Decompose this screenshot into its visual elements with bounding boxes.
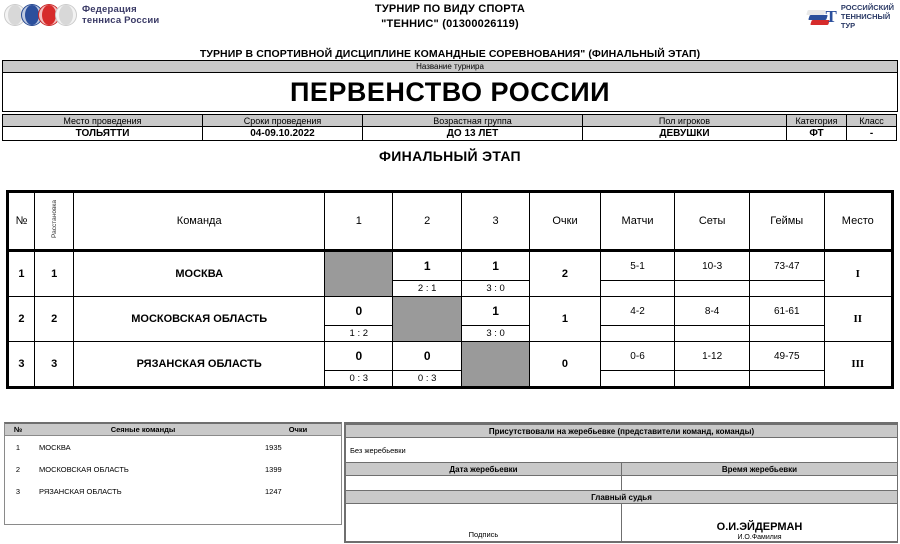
row-sets — [675, 251, 750, 297]
row-matches — [600, 251, 675, 297]
row-team: МОСКОВСКАЯ ОБЛАСТЬ — [74, 297, 325, 342]
signature-cell[interactable] — [346, 504, 622, 542]
results-header-opponent-3: 3 — [461, 192, 529, 251]
tournament-info-table — [2, 114, 897, 141]
sport-title-line-1: ТУРНИР ПО ВИДУ СПОРТА — [374, 3, 526, 15]
judge-name-label: И.О.Фамилия — [737, 534, 782, 541]
discipline-subtitle: ТУРНИР В СПОРТИВНОЙ ДИСЦИПЛИНЕ КОМАНДНЫЕ СОРЕВНОВАНИЯ" (ФИНАЛЬНЫЙ ЭТАП) — [199, 48, 701, 60]
row-seed: 2 — [34, 297, 73, 342]
row-matches — [600, 342, 675, 388]
info-value-dates: 04-09.10.2022 — [203, 127, 363, 141]
results-header-sets: Сеты — [675, 192, 750, 251]
rtt-line-3: ТУР — [840, 21, 856, 30]
score-detail: 3 : 0 — [486, 283, 505, 294]
draw-datetime-header-row — [346, 463, 898, 476]
seeded-spacer — [5, 502, 341, 524]
score-detail: 1 : 2 — [349, 328, 369, 339]
score-detail: 2 : 1 — [417, 283, 437, 294]
results-header-place: Место — [824, 192, 892, 251]
row-seed: 3 — [34, 342, 73, 388]
judge-header-row — [346, 491, 898, 504]
seeded-team: МОСКВА — [39, 442, 71, 452]
results-header-no: № — [8, 192, 35, 251]
row-place: I — [824, 251, 892, 297]
row-games — [749, 251, 824, 297]
seeded-teams-panel — [4, 422, 342, 525]
federation-line-1: Федерация — [82, 4, 137, 15]
info-header-venue: Место проведения — [3, 115, 203, 127]
results-header-games: Геймы — [749, 192, 824, 251]
row-matches-value: 4-2 — [601, 297, 675, 326]
results-header-opponent-1: 1 — [325, 192, 393, 251]
row-score-cell — [461, 251, 529, 297]
row-place: II — [824, 297, 892, 342]
attendees-note: Без жеребьевки — [346, 438, 898, 463]
score-result: 1 — [462, 252, 529, 281]
row-self-cell — [325, 251, 393, 297]
results-body — [8, 251, 893, 388]
rtt-letter: Т — [825, 6, 837, 26]
info-header-row — [3, 115, 897, 127]
row-sets — [675, 297, 750, 342]
results-header-seed — [34, 192, 73, 251]
row-score-cell — [325, 297, 393, 342]
row-games — [749, 342, 824, 388]
row-score-cell — [325, 342, 393, 388]
seeded-points: 1247 — [265, 486, 282, 496]
attendees-note-row — [346, 438, 898, 463]
row-matches-value: 0-6 — [601, 342, 675, 371]
federation-name — [82, 4, 159, 26]
score-result: 0 — [325, 297, 392, 326]
row-team: МОСКВА — [74, 251, 325, 297]
rtt-flag-icon — [807, 6, 837, 28]
judge-signature-row — [346, 504, 898, 542]
results-header-seed-label: Расстановка — [50, 200, 58, 239]
row-points: 1 — [530, 297, 600, 342]
seeded-header-points: Очки — [255, 424, 341, 436]
seeded-team: МОСКОВСКАЯ ОБЛАСТЬ — [39, 464, 129, 474]
judge-header: Главный судья — [346, 491, 898, 504]
info-value-category: ФТ — [787, 127, 847, 141]
tennis-balls-icon — [4, 2, 76, 28]
results-header-team: Команда — [74, 192, 325, 251]
row-self-cell — [461, 342, 529, 388]
row-points: 2 — [530, 251, 600, 297]
federation-logo — [4, 2, 159, 28]
row-sets-value: 10-3 — [675, 252, 749, 281]
info-header-category: Категория — [787, 115, 847, 127]
row-score-cell — [393, 342, 461, 388]
document-header — [0, 0, 900, 44]
list-item — [5, 480, 341, 502]
info-value-age-group: ДО 13 ЛЕТ — [363, 127, 583, 141]
table-row — [8, 297, 893, 342]
signature-label: Подпись — [468, 530, 499, 539]
list-item — [5, 458, 341, 480]
info-header-age-group: Возрастная группа — [363, 115, 583, 127]
score-result: 1 — [462, 297, 529, 326]
row-score-cell — [461, 297, 529, 342]
row-self-cell — [393, 297, 461, 342]
stage-title: ФИНАЛЬНЫЙ ЭТАП — [379, 148, 521, 164]
seeded-no: 2 — [15, 464, 21, 474]
row-games-value: 61-61 — [750, 297, 824, 326]
info-header-class: Класс — [847, 115, 897, 127]
info-header-gender: Пол игроков — [583, 115, 787, 127]
info-value-venue: ТОЛЬЯТТИ — [3, 127, 203, 141]
list-item — [5, 436, 341, 459]
results-header-row — [8, 192, 893, 251]
info-value-class: - — [847, 127, 897, 141]
row-points: 0 — [530, 342, 600, 388]
row-games-value: 73-47 — [750, 252, 824, 281]
attendees-header-row — [346, 425, 898, 438]
draw-time-value[interactable] — [622, 476, 898, 491]
info-header-dates: Сроки проведения — [203, 115, 363, 127]
results-header-points: Очки — [530, 192, 600, 251]
sport-title — [250, 2, 650, 32]
seeded-teams-table — [5, 424, 341, 524]
row-games — [749, 297, 824, 342]
sport-title-line-2: "ТЕННИС" (01300026119) — [381, 18, 519, 30]
row-matches-value: 5-1 — [601, 252, 675, 281]
judge-name-cell — [622, 504, 898, 542]
seeded-points: 1935 — [265, 442, 282, 452]
score-result: 1 — [393, 252, 460, 281]
seeded-team: РЯЗАНСКАЯ ОБЛАСТЬ — [39, 486, 122, 496]
score-detail: 0 : 3 — [417, 373, 437, 384]
tournament-name-value: ПЕРВЕНСТВО РОССИИ — [289, 77, 611, 107]
row-no: 2 — [8, 297, 35, 342]
seeded-points: 1399 — [265, 464, 282, 474]
row-score-cell — [393, 251, 461, 297]
draw-info-panel — [344, 422, 898, 543]
table-row — [8, 342, 893, 388]
table-row — [8, 251, 893, 297]
score-result: 0 — [393, 342, 460, 371]
row-team: РЯЗАНСКАЯ ОБЛАСТЬ — [74, 342, 325, 388]
rtt-name — [841, 3, 894, 30]
info-value-gender: ДЕВУШКИ — [583, 127, 787, 141]
tournament-name-label: Название турнира — [3, 61, 897, 73]
seeded-header-row — [5, 424, 341, 436]
row-matches — [600, 297, 675, 342]
judge-name: О.И.ЭЙДЕРМАН — [716, 521, 803, 533]
results-header-opponent-2: 2 — [393, 192, 461, 251]
seeded-header-no: № — [5, 424, 31, 436]
score-result: 0 — [325, 342, 392, 371]
draw-time-header: Время жеребьевки — [622, 463, 898, 476]
score-detail: 0 : 3 — [349, 373, 369, 384]
row-seed: 1 — [34, 251, 73, 297]
seeded-header-team: Сеяные команды — [31, 424, 255, 436]
score-detail: 3 : 0 — [486, 328, 505, 339]
draw-datetime-value-row — [346, 476, 898, 491]
row-no: 1 — [8, 251, 35, 297]
draw-date-value[interactable] — [346, 476, 622, 491]
draw-info-table — [345, 424, 898, 542]
row-place: III — [824, 342, 892, 388]
tournament-name-band — [2, 60, 898, 112]
rtt-line-2: ТЕННИСНЫЙ — [840, 12, 891, 21]
row-sets — [675, 342, 750, 388]
federation-line-2: тенниса России — [82, 15, 160, 26]
draw-date-header: Дата жеребьевки — [346, 463, 622, 476]
results-header-matches: Матчи — [600, 192, 675, 251]
row-sets-value: 1-12 — [675, 342, 749, 371]
seeded-no: 3 — [15, 486, 21, 496]
attendees-header: Присутствовали на жеребьевке (представители команд, команды) — [346, 425, 898, 438]
seeded-no: 1 — [15, 442, 21, 452]
row-games-value: 49-75 — [750, 342, 824, 371]
row-sets-value: 8-4 — [675, 297, 749, 326]
row-no: 3 — [8, 342, 35, 388]
russian-tennis-tour-logo — [807, 3, 894, 30]
results-table — [6, 190, 894, 389]
info-value-row — [3, 127, 897, 141]
rtt-line-1: РОССИЙСКИЙ — [840, 3, 894, 12]
